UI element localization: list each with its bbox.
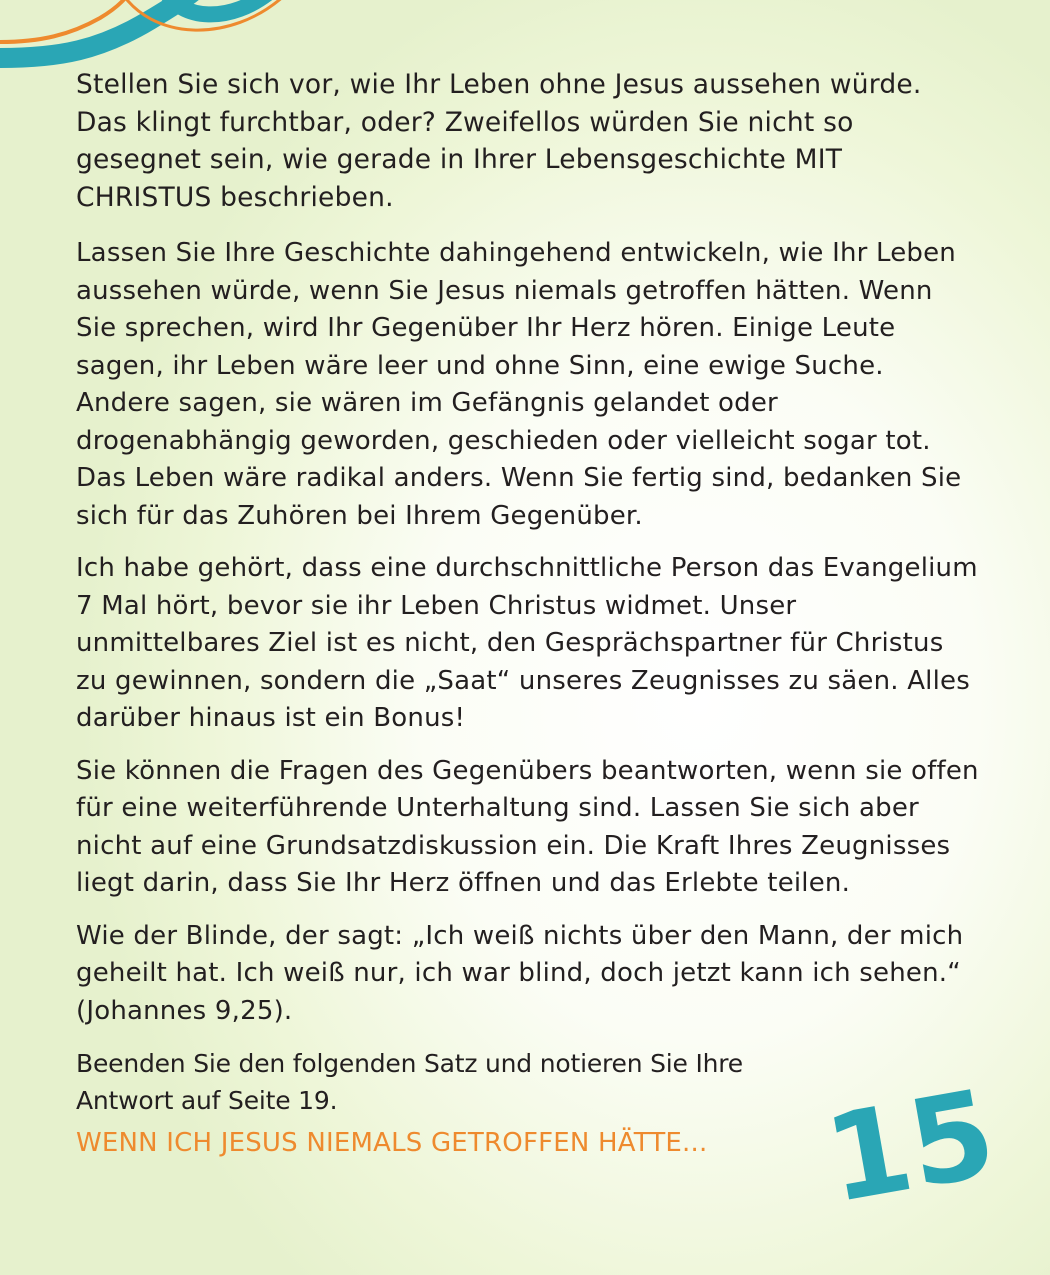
paragraph-4: Sie können die Fragen des Gegenübers beantworten, wenn sie offen für eine weiterführende Unterhaltung sind. Lassen Sie sich aber nicht auf eine Grundsatzdiskussion ein. Die Kraft Ihres Zeugnisses liegt darin, dass Sie Ihr Herz öffnen und das Erlebte teilen. — [76, 755, 979, 898]
instruction-text: Beenden Sie den folgenden Satz und notieren Sie Ihre Antwort auf Seite 19. — [76, 1049, 743, 1115]
paragraph-1: Stellen Sie sich vor, wie Ihr Leben ohne Jesus aussehen würde. Das klingt furchtbar, oder? Zweifellos würden Sie nicht so gesegnet sein, wie gerade in Ihrer Lebensgeschichte MIT CHRISTUS beschrieben. — [76, 69, 922, 213]
paragraph-3: Ich habe gehört, dass eine durchschnittliche Person das Evangelium 7 Mal hört, bevor sie ihr Leben Christus widmet. Unser unmittelbares Ziel ist es nicht, den Gesprächspartner für Christus zu gewinnen, sondern die „Saat“ unseres Zeugnisses zu säen. Alles darüber hinaus ist ein Bonus! — [76, 553, 978, 733]
page-number — [816, 1060, 1005, 1231]
page-number-text: 15 — [816, 1064, 1005, 1231]
main-content — [76, 66, 981, 1161]
paragraph-5: Wie der Blinde, der sagt: „Ich weiß nichts über den Mann, der mich geheilt hat. Ich weiß nur, ich war blind, doch jetzt kann ich sehen.“ (Johannes 9,25). — [76, 920, 964, 1026]
paragraph-2: Lassen Sie Ihre Geschichte dahingehend entwickeln, wie Ihr Leben aussehen würde, wenn Sie Jesus niemals getroffen hätten. Wenn Sie sprechen, wird Ihr Gegenüber Ihr Herz hören. Einige Leute sagen, ihr Leben wäre leer und ohne Sinn, eine ewige Suche. Andere sagen, sie wären im Gefängnis gelandet oder drogenabhängig geworden, geschieden oder vielleicht sogar tot. Das Leben wäre radikal anders. Wenn Sie fertig sind, bedanken Sie sich für das Zuhören bei Ihrem Gegenüber. — [76, 238, 962, 531]
prompt-heading: WENN ICH JESUS NIEMALS GETROFFEN HÄTTE... — [76, 1128, 708, 1158]
